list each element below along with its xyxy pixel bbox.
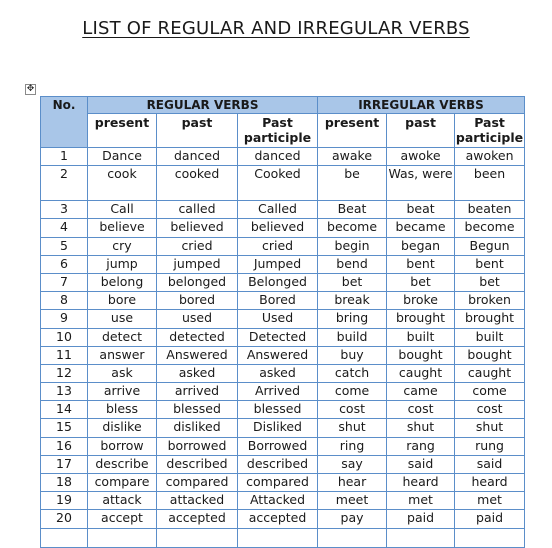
header-regular-present: present: [88, 114, 157, 148]
cell-regular-past: asked: [157, 364, 238, 382]
cell-irregular-present: be: [318, 166, 387, 201]
cell-irregular-past-participle: broken: [455, 292, 525, 310]
cell-irregular-present: hear: [318, 474, 387, 492]
cell-row-number: 10: [41, 328, 88, 346]
cell-irregular-past-participle: brought: [455, 310, 525, 328]
cell-row-number: 2: [41, 166, 88, 201]
cell-regular-past: borrowed: [157, 437, 238, 455]
cell-irregular-past: shut: [387, 419, 455, 437]
cell-regular-present: believe: [88, 219, 157, 237]
header-regular-past: past: [157, 114, 238, 148]
verbs-table-body: [41, 148, 525, 548]
cell-regular-past-participle: Attacked: [238, 492, 318, 510]
header-irregular-past: past: [387, 114, 455, 148]
cell-regular-past-participle: compared: [238, 474, 318, 492]
cell-irregular-past: came: [387, 383, 455, 401]
table-row: [41, 328, 525, 346]
cell-irregular-past-participle: paid: [455, 510, 525, 528]
cell-irregular-past-participle: come: [455, 383, 525, 401]
cell-irregular-past-participle: cost: [455, 401, 525, 419]
cell-irregular-past-participle: awoken: [455, 148, 525, 166]
cell-regular-present: Dance: [88, 148, 157, 166]
table-row: [41, 383, 525, 401]
cell-empty: [41, 528, 88, 547]
cell-row-number: 6: [41, 255, 88, 273]
cell-regular-present: use: [88, 310, 157, 328]
cell-regular-past-participle: Detected: [238, 328, 318, 346]
cell-irregular-past-participle: heard: [455, 474, 525, 492]
cell-row-number: 5: [41, 237, 88, 255]
cell-regular-present: belong: [88, 273, 157, 291]
table-row: [41, 237, 525, 255]
cell-empty: [387, 528, 455, 547]
cell-irregular-present: bring: [318, 310, 387, 328]
cell-row-number: 12: [41, 364, 88, 382]
cell-regular-present: cook: [88, 166, 157, 201]
cell-regular-past-participle: Bored: [238, 292, 318, 310]
cell-irregular-past-participle: built: [455, 328, 525, 346]
cell-irregular-past: bet: [387, 273, 455, 291]
cell-regular-past-participle: described: [238, 455, 318, 473]
cell-irregular-present: meet: [318, 492, 387, 510]
cell-row-number: 7: [41, 273, 88, 291]
cell-irregular-present: come: [318, 383, 387, 401]
cell-row-number: 18: [41, 474, 88, 492]
table-row: [41, 273, 525, 291]
cell-irregular-past-participle: beaten: [455, 201, 525, 219]
cell-irregular-past: met: [387, 492, 455, 510]
cell-empty: [318, 528, 387, 547]
cell-regular-present: borrow: [88, 437, 157, 455]
cell-regular-past: used: [157, 310, 238, 328]
cell-regular-present: ask: [88, 364, 157, 382]
cell-irregular-past: beat: [387, 201, 455, 219]
verbs-table: [40, 96, 525, 548]
cell-row-number: 3: [41, 201, 88, 219]
table-row: [41, 437, 525, 455]
cell-regular-past: compared: [157, 474, 238, 492]
cell-irregular-past-participle: been: [455, 166, 525, 201]
cell-irregular-present: pay: [318, 510, 387, 528]
cell-row-number: 16: [41, 437, 88, 455]
cell-row-number: 1: [41, 148, 88, 166]
cell-regular-past-participle: blessed: [238, 401, 318, 419]
cell-irregular-past: bent: [387, 255, 455, 273]
cell-irregular-present: buy: [318, 346, 387, 364]
cell-regular-past: jumped: [157, 255, 238, 273]
header-regular-verbs: REGULAR VERBS: [88, 97, 318, 114]
cell-row-number: 13: [41, 383, 88, 401]
cell-regular-past-participle: Borrowed: [238, 437, 318, 455]
cell-regular-past-participle: Used: [238, 310, 318, 328]
cell-regular-present: describe: [88, 455, 157, 473]
header-irregular-verbs: IRREGULAR VERBS: [318, 97, 525, 114]
cell-row-number: 9: [41, 310, 88, 328]
cell-row-number: 14: [41, 401, 88, 419]
cell-empty: [88, 528, 157, 547]
header-irregular-present: present: [318, 114, 387, 148]
cell-regular-present: dislike: [88, 419, 157, 437]
cell-row-number: 4: [41, 219, 88, 237]
cell-irregular-past-participle: bent: [455, 255, 525, 273]
cell-irregular-past-participle: Begun: [455, 237, 525, 255]
cell-irregular-past: cost: [387, 401, 455, 419]
cell-irregular-past: became: [387, 219, 455, 237]
cell-irregular-present: break: [318, 292, 387, 310]
cell-regular-past-participle: believed: [238, 219, 318, 237]
cell-irregular-past-participle: caught: [455, 364, 525, 382]
cell-irregular-present: ring: [318, 437, 387, 455]
cell-regular-present: cry: [88, 237, 157, 255]
cell-irregular-present: bet: [318, 273, 387, 291]
cell-irregular-past: awoke: [387, 148, 455, 166]
cell-regular-present: answer: [88, 346, 157, 364]
cell-regular-past: believed: [157, 219, 238, 237]
cell-regular-past-participle: Belonged: [238, 273, 318, 291]
table-row: [41, 310, 525, 328]
header-irregular-past-participle: Past participle: [455, 114, 525, 148]
cell-regular-past: accepted: [157, 510, 238, 528]
cell-irregular-past-participle: become: [455, 219, 525, 237]
cell-regular-past: described: [157, 455, 238, 473]
cell-empty: [238, 528, 318, 547]
cell-regular-past: cried: [157, 237, 238, 255]
table-row: [41, 148, 525, 166]
cell-irregular-past-participle: shut: [455, 419, 525, 437]
cell-regular-past: detected: [157, 328, 238, 346]
cell-irregular-present: Beat: [318, 201, 387, 219]
cell-regular-present: arrive: [88, 383, 157, 401]
cell-irregular-present: say: [318, 455, 387, 473]
header-regular-past-participle: Past participle: [238, 114, 318, 148]
table-row: [41, 419, 525, 437]
header-no: No.: [41, 97, 88, 148]
cell-regular-present: detect: [88, 328, 157, 346]
table-row: [41, 474, 525, 492]
cell-regular-past: belonged: [157, 273, 238, 291]
cell-irregular-past: caught: [387, 364, 455, 382]
cell-regular-past-participle: accepted: [238, 510, 318, 528]
cell-row-number: 20: [41, 510, 88, 528]
cell-empty: [157, 528, 238, 547]
table-row: [41, 401, 525, 419]
table-row: [41, 455, 525, 473]
cell-irregular-past-participle: bought: [455, 346, 525, 364]
cell-regular-past: danced: [157, 148, 238, 166]
table-row: [41, 346, 525, 364]
cell-regular-past-participle: Called: [238, 201, 318, 219]
table-row: [41, 492, 525, 510]
cell-irregular-past: brought: [387, 310, 455, 328]
cell-regular-past-participle: asked: [238, 364, 318, 382]
cell-regular-present: Call: [88, 201, 157, 219]
table-row: [41, 510, 525, 528]
cell-irregular-past: built: [387, 328, 455, 346]
cell-regular-past-participle: Disliked: [238, 419, 318, 437]
document-title: LIST OF REGULAR AND IRREGULAR VERBS: [82, 18, 470, 39]
table-row: [41, 292, 525, 310]
table-row: [41, 166, 525, 201]
cell-irregular-past: heard: [387, 474, 455, 492]
cell-regular-present: jump: [88, 255, 157, 273]
cell-irregular-past: said: [387, 455, 455, 473]
cell-regular-past: disliked: [157, 419, 238, 437]
cell-regular-past: attacked: [157, 492, 238, 510]
table-row: [41, 201, 525, 219]
table-row-empty: [41, 528, 525, 547]
cell-regular-past: blessed: [157, 401, 238, 419]
cell-irregular-past: began: [387, 237, 455, 255]
cell-row-number: 15: [41, 419, 88, 437]
cell-irregular-past-participle: bet: [455, 273, 525, 291]
cell-irregular-present: begin: [318, 237, 387, 255]
cell-irregular-present: build: [318, 328, 387, 346]
cell-irregular-past-participle: said: [455, 455, 525, 473]
cell-regular-past-participle: Cooked: [238, 166, 318, 201]
cell-irregular-past-participle: rung: [455, 437, 525, 455]
cell-irregular-present: shut: [318, 419, 387, 437]
cell-empty: [455, 528, 525, 547]
cell-irregular-past: broke: [387, 292, 455, 310]
table-row: [41, 255, 525, 273]
cell-row-number: 17: [41, 455, 88, 473]
cell-irregular-present: catch: [318, 364, 387, 382]
table-move-handle-icon[interactable]: ✥: [26, 84, 35, 94]
cell-regular-past-participle: cried: [238, 237, 318, 255]
cell-regular-past: cooked: [157, 166, 238, 201]
cell-irregular-past-participle: met: [455, 492, 525, 510]
cell-irregular-past: bought: [387, 346, 455, 364]
cell-irregular-present: cost: [318, 401, 387, 419]
cell-regular-past-participle: Jumped: [238, 255, 318, 273]
cell-regular-present: attack: [88, 492, 157, 510]
cell-row-number: 19: [41, 492, 88, 510]
cell-regular-past-participle: danced: [238, 148, 318, 166]
cell-regular-present: accept: [88, 510, 157, 528]
cell-regular-past: Answered: [157, 346, 238, 364]
table-row: [41, 364, 525, 382]
cell-regular-past-participle: Arrived: [238, 383, 318, 401]
cell-regular-present: compare: [88, 474, 157, 492]
table-row: [41, 219, 525, 237]
cell-regular-past-participle: Answered: [238, 346, 318, 364]
cell-regular-past: arrived: [157, 383, 238, 401]
cell-irregular-past: Was, were: [387, 166, 455, 201]
cell-irregular-present: awake: [318, 148, 387, 166]
cell-irregular-past: rang: [387, 437, 455, 455]
cell-regular-past: bored: [157, 292, 238, 310]
cell-row-number: 8: [41, 292, 88, 310]
cell-irregular-present: bend: [318, 255, 387, 273]
cell-irregular-past: paid: [387, 510, 455, 528]
cell-row-number: 11: [41, 346, 88, 364]
cell-regular-past: called: [157, 201, 238, 219]
cell-regular-present: bless: [88, 401, 157, 419]
cell-regular-present: bore: [88, 292, 157, 310]
cell-irregular-present: become: [318, 219, 387, 237]
